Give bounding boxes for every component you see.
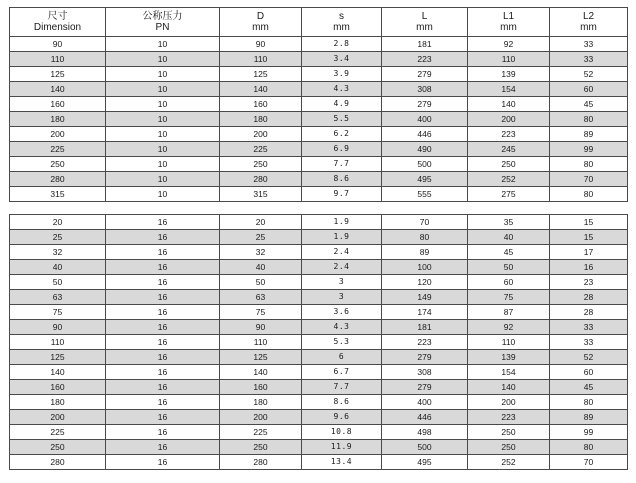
table-row: [10, 335, 628, 350]
table-row: [10, 455, 628, 470]
cell-s: 2.4: [302, 260, 382, 275]
cell-pn: 16: [106, 245, 220, 260]
cell-d: 140: [220, 365, 302, 380]
cell-pn: 10: [106, 112, 220, 127]
header-pn: [106, 8, 220, 37]
header-l1-unit: mm: [500, 22, 517, 33]
cell-l1: 92: [468, 320, 550, 335]
cell-l: 80: [382, 230, 468, 245]
cell-s: 4.9: [302, 97, 382, 112]
cell-l2: 33: [550, 335, 628, 350]
cell-l1: 45: [468, 245, 550, 260]
cell-l2: 80: [550, 440, 628, 455]
header-l2: [550, 8, 628, 37]
cell-dimension: 250: [10, 440, 106, 455]
cell-pn: 16: [106, 275, 220, 290]
header-l1-label: L1: [502, 11, 515, 22]
cell-l1: 75: [468, 290, 550, 305]
cell-l2: 45: [550, 97, 628, 112]
cell-l2: 60: [550, 365, 628, 380]
cell-dimension: 25: [10, 230, 106, 245]
cell-l2: 70: [550, 455, 628, 470]
cell-s: 6: [302, 350, 382, 365]
cell-l1: 40: [468, 230, 550, 245]
table-row: [10, 157, 628, 172]
cell-s: 8.6: [302, 395, 382, 410]
cell-l: 181: [382, 320, 468, 335]
cell-pn: 10: [106, 37, 220, 52]
cell-d: 110: [220, 52, 302, 67]
cell-pn: 10: [106, 52, 220, 67]
cell-l2: 99: [550, 142, 628, 157]
cell-s: 1.9: [302, 215, 382, 230]
cell-l2: 80: [550, 187, 628, 202]
cell-dimension: 20: [10, 215, 106, 230]
cell-d: 125: [220, 67, 302, 82]
cell-dimension: 250: [10, 157, 106, 172]
cell-l2: 89: [550, 410, 628, 425]
cell-pn: 16: [106, 260, 220, 275]
table-row: [10, 52, 628, 67]
cell-pn: 16: [106, 455, 220, 470]
cell-l: 308: [382, 365, 468, 380]
cell-l1: 154: [468, 82, 550, 97]
cell-d: 160: [220, 97, 302, 112]
cell-dimension: 75: [10, 305, 106, 320]
cell-s: 3: [302, 290, 382, 305]
cell-d: 25: [220, 230, 302, 245]
cell-l1: 154: [468, 365, 550, 380]
cell-s: 9.7: [302, 187, 382, 202]
cell-dimension: 225: [10, 425, 106, 440]
cell-pn: 10: [106, 82, 220, 97]
cell-pn: 10: [106, 157, 220, 172]
cell-s: 9.6: [302, 410, 382, 425]
header-l1: [468, 8, 550, 37]
cell-dimension: 180: [10, 112, 106, 127]
cell-l: 555: [382, 187, 468, 202]
cell-s: 8.6: [302, 172, 382, 187]
cell-d: 50: [220, 275, 302, 290]
cell-d: 200: [220, 410, 302, 425]
cell-l2: 45: [550, 380, 628, 395]
cell-d: 125: [220, 350, 302, 365]
cell-pn: 16: [106, 305, 220, 320]
cell-s: 4.3: [302, 82, 382, 97]
cell-l1: 140: [468, 380, 550, 395]
cell-d: 180: [220, 112, 302, 127]
cell-l: 89: [382, 245, 468, 260]
cell-d: 90: [220, 37, 302, 52]
cell-l1: 245: [468, 142, 550, 157]
cell-l2: 15: [550, 230, 628, 245]
cell-pn: 16: [106, 230, 220, 245]
cell-pn: 16: [106, 335, 220, 350]
cell-l: 223: [382, 335, 468, 350]
cell-l2: 80: [550, 395, 628, 410]
cell-l2: 15: [550, 215, 628, 230]
table-row: [10, 320, 628, 335]
cell-l2: 80: [550, 112, 628, 127]
cell-l1: 200: [468, 112, 550, 127]
cell-s: 3: [302, 275, 382, 290]
header-s: [302, 8, 382, 37]
spec-table-pn10: [9, 7, 628, 202]
cell-l: 495: [382, 172, 468, 187]
header-l-unit: mm: [416, 22, 433, 33]
header-pn-cn: 公称压力: [142, 11, 183, 22]
cell-d: 160: [220, 380, 302, 395]
cell-d: 250: [220, 157, 302, 172]
cell-l1: 275: [468, 187, 550, 202]
cell-l1: 223: [468, 410, 550, 425]
cell-s: 4.3: [302, 320, 382, 335]
cell-dimension: 40: [10, 260, 106, 275]
cell-pn: 16: [106, 215, 220, 230]
cell-l: 120: [382, 275, 468, 290]
cell-pn: 16: [106, 380, 220, 395]
table-row: [10, 230, 628, 245]
table-row: [10, 67, 628, 82]
cell-s: 6.9: [302, 142, 382, 157]
header-dimension-cn: 尺寸: [47, 11, 68, 22]
cell-pn: 10: [106, 127, 220, 142]
cell-dimension: 280: [10, 455, 106, 470]
cell-dimension: 315: [10, 187, 106, 202]
cell-d: 200: [220, 127, 302, 142]
cell-l: 279: [382, 67, 468, 82]
cell-dimension: 50: [10, 275, 106, 290]
cell-dimension: 280: [10, 172, 106, 187]
cell-l1: 252: [468, 455, 550, 470]
cell-dimension: 90: [10, 320, 106, 335]
cell-l1: 50: [468, 260, 550, 275]
cell-l1: 87: [468, 305, 550, 320]
header-l: [382, 8, 468, 37]
cell-l1: 140: [468, 97, 550, 112]
cell-l: 400: [382, 395, 468, 410]
table-row: [10, 82, 628, 97]
cell-l2: 28: [550, 305, 628, 320]
cell-s: 1.9: [302, 230, 382, 245]
cell-dimension: 125: [10, 350, 106, 365]
cell-pn: 10: [106, 142, 220, 157]
cell-d: 280: [220, 172, 302, 187]
cell-dimension: 140: [10, 82, 106, 97]
header-dimension: [10, 8, 106, 37]
cell-pn: 16: [106, 395, 220, 410]
table-row: [10, 440, 628, 455]
cell-dimension: 110: [10, 52, 106, 67]
cell-l2: 52: [550, 67, 628, 82]
cell-l2: 33: [550, 37, 628, 52]
cell-s: 11.9: [302, 440, 382, 455]
cell-l1: 92: [468, 37, 550, 52]
cell-pn: 16: [106, 290, 220, 305]
table-row: [10, 260, 628, 275]
cell-l2: 33: [550, 320, 628, 335]
cell-l1: 110: [468, 335, 550, 350]
cell-d: 250: [220, 440, 302, 455]
cell-l: 308: [382, 82, 468, 97]
cell-dimension: 140: [10, 365, 106, 380]
header-dimension-en: Dimension: [33, 22, 82, 33]
table-row: [10, 275, 628, 290]
cell-l1: 200: [468, 395, 550, 410]
cell-s: 13.4: [302, 455, 382, 470]
cell-d: 280: [220, 455, 302, 470]
cell-dimension: 200: [10, 410, 106, 425]
cell-d: 75: [220, 305, 302, 320]
cell-d: 140: [220, 82, 302, 97]
cell-s: 5.5: [302, 112, 382, 127]
table-row: [10, 305, 628, 320]
cell-d: 32: [220, 245, 302, 260]
table-row: [10, 172, 628, 187]
table-row: [10, 425, 628, 440]
cell-l: 500: [382, 157, 468, 172]
cell-l2: 60: [550, 82, 628, 97]
cell-l1: 110: [468, 52, 550, 67]
cell-s: 3.4: [302, 52, 382, 67]
cell-dimension: 180: [10, 395, 106, 410]
header-s-unit: mm: [333, 22, 350, 33]
cell-d: 225: [220, 142, 302, 157]
cell-d: 63: [220, 290, 302, 305]
cell-dimension: 63: [10, 290, 106, 305]
cell-l2: 52: [550, 350, 628, 365]
cell-pn: 10: [106, 187, 220, 202]
cell-l2: 16: [550, 260, 628, 275]
cell-dimension: 160: [10, 380, 106, 395]
table-row: [10, 290, 628, 305]
table-row: [10, 350, 628, 365]
header-l2-unit: mm: [580, 22, 597, 33]
cell-l: 70: [382, 215, 468, 230]
cell-s: 7.7: [302, 157, 382, 172]
cell-s: 2.4: [302, 245, 382, 260]
table-body-pn10: [10, 37, 628, 202]
cell-l: 174: [382, 305, 468, 320]
table-row: [10, 112, 628, 127]
cell-s: 10.8: [302, 425, 382, 440]
table-row: [10, 410, 628, 425]
table-row: [10, 37, 628, 52]
cell-pn: 16: [106, 425, 220, 440]
header-row: [10, 8, 628, 37]
cell-s: 7.7: [302, 380, 382, 395]
cell-l2: 99: [550, 425, 628, 440]
cell-l: 498: [382, 425, 468, 440]
table-row: [10, 215, 628, 230]
cell-l1: 139: [468, 350, 550, 365]
cell-s: 6.7: [302, 365, 382, 380]
table-row: [10, 380, 628, 395]
cell-pn: 16: [106, 410, 220, 425]
cell-pn: 16: [106, 350, 220, 365]
cell-l1: 60: [468, 275, 550, 290]
cell-l1: 250: [468, 440, 550, 455]
cell-pn: 16: [106, 320, 220, 335]
cell-d: 225: [220, 425, 302, 440]
table-row: [10, 142, 628, 157]
cell-l: 181: [382, 37, 468, 52]
cell-l2: 89: [550, 127, 628, 142]
spec-table-pn16: [9, 214, 628, 470]
group-separator: [9, 202, 627, 214]
cell-dimension: 160: [10, 97, 106, 112]
cell-l: 446: [382, 410, 468, 425]
table-row: [10, 395, 628, 410]
cell-l: 223: [382, 52, 468, 67]
cell-l2: 33: [550, 52, 628, 67]
header-l-label: L: [421, 11, 428, 22]
cell-pn: 10: [106, 97, 220, 112]
cell-dimension: 225: [10, 142, 106, 157]
spec-sheet: [9, 7, 627, 470]
table-row: [10, 127, 628, 142]
cell-dimension: 32: [10, 245, 106, 260]
cell-l1: 35: [468, 215, 550, 230]
cell-s: 2.8: [302, 37, 382, 52]
cell-l: 490: [382, 142, 468, 157]
table-row: [10, 97, 628, 112]
table-header: [10, 8, 628, 37]
cell-dimension: 125: [10, 67, 106, 82]
header-pn-en: PN: [155, 22, 170, 33]
cell-dimension: 110: [10, 335, 106, 350]
cell-l2: 80: [550, 157, 628, 172]
cell-l: 149: [382, 290, 468, 305]
cell-dimension: 200: [10, 127, 106, 142]
cell-l: 279: [382, 380, 468, 395]
cell-l: 495: [382, 455, 468, 470]
cell-s: 3.6: [302, 305, 382, 320]
cell-l: 279: [382, 350, 468, 365]
cell-pn: 16: [106, 440, 220, 455]
cell-d: 180: [220, 395, 302, 410]
header-d-unit: mm: [252, 22, 269, 33]
cell-l: 100: [382, 260, 468, 275]
header-s-label: s: [339, 11, 344, 22]
table-row: [10, 245, 628, 260]
header-d: [220, 8, 302, 37]
cell-s: 5.3: [302, 335, 382, 350]
cell-l1: 250: [468, 425, 550, 440]
cell-d: 315: [220, 187, 302, 202]
cell-dimension: 90: [10, 37, 106, 52]
cell-s: 6.2: [302, 127, 382, 142]
table-body-pn16: [10, 215, 628, 470]
cell-s: 3.9: [302, 67, 382, 82]
cell-pn: 10: [106, 172, 220, 187]
cell-d: 20: [220, 215, 302, 230]
cell-l1: 250: [468, 157, 550, 172]
cell-pn: 10: [106, 67, 220, 82]
cell-d: 90: [220, 320, 302, 335]
cell-l2: 17: [550, 245, 628, 260]
header-d-label: D: [256, 11, 265, 22]
cell-l1: 223: [468, 127, 550, 142]
cell-d: 40: [220, 260, 302, 275]
cell-l1: 252: [468, 172, 550, 187]
cell-l: 446: [382, 127, 468, 142]
cell-l: 500: [382, 440, 468, 455]
table-row: [10, 365, 628, 380]
cell-l2: 70: [550, 172, 628, 187]
cell-pn: 16: [106, 365, 220, 380]
cell-l2: 23: [550, 275, 628, 290]
cell-l2: 28: [550, 290, 628, 305]
table-row: [10, 187, 628, 202]
cell-l: 279: [382, 97, 468, 112]
cell-l: 400: [382, 112, 468, 127]
cell-d: 110: [220, 335, 302, 350]
cell-l1: 139: [468, 67, 550, 82]
header-l2-label: L2: [582, 11, 595, 22]
